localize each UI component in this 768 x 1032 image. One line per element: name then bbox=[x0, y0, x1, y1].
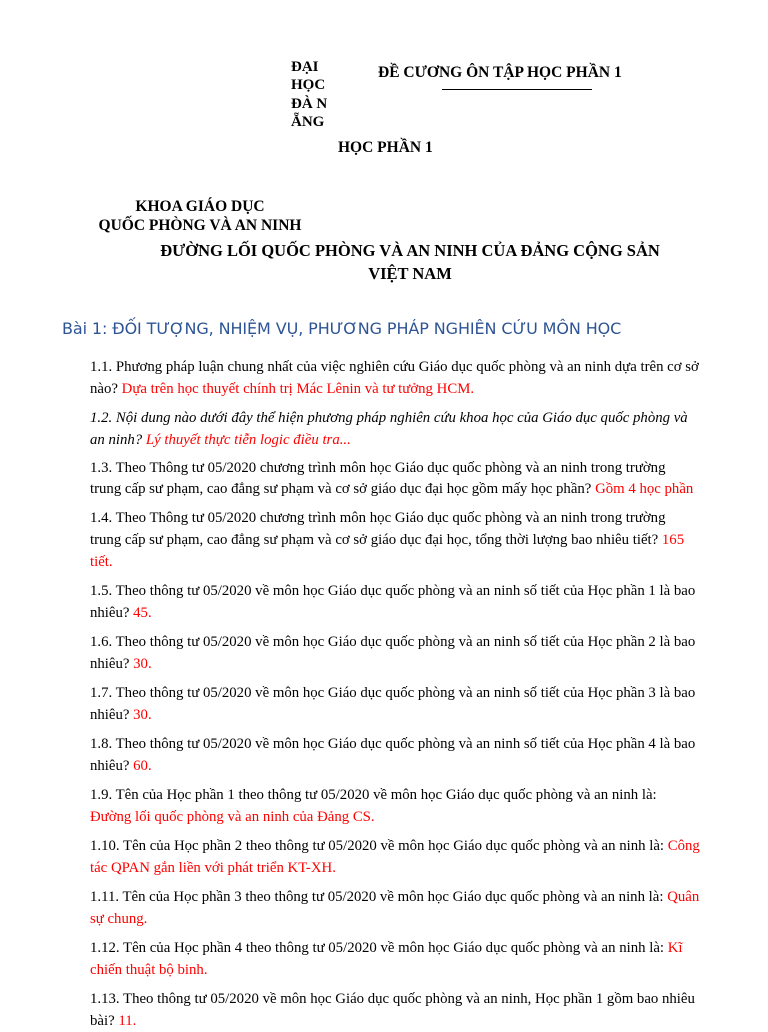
question-text: 1.1. Phương pháp luận chung nhất của việc nghiên cứu Giáo dục quốc phòng và an ninh dựa trên cơ sở nào? bbox=[90, 359, 699, 397]
answer-text: Quân sự chung. bbox=[90, 889, 700, 927]
question-item bbox=[90, 682, 700, 726]
question-text: 1.13. Theo thông tư 05/2020 về môn học Giáo dục quốc phòng và an ninh, Học phần 1 gồm bao nhiêu bài? bbox=[90, 991, 695, 1029]
answer-text: 30. bbox=[133, 656, 152, 672]
question-list bbox=[90, 356, 700, 1032]
question-item bbox=[90, 835, 700, 879]
answer-text: Lý thuyết thực tiễn logic điều tra... bbox=[145, 432, 351, 448]
question-text: 1.12. Tên của Học phần 4 theo thông tư 05/2020 về môn học Giáo dục quốc phòng và an ninh là: bbox=[90, 940, 665, 956]
question-item bbox=[90, 784, 700, 828]
answer-text: Kĩ chiến thuật bộ binh. bbox=[90, 940, 683, 978]
answer-text: 11. bbox=[118, 1013, 137, 1029]
answer-text: Công tác QPAN gắn liền với phát triển KT-XH. bbox=[90, 838, 700, 876]
answer-text: Dựa trên học thuyết chính trị Mác Lênin và tư tưởng HCM. bbox=[121, 381, 475, 397]
question-item bbox=[90, 733, 700, 777]
question-item bbox=[90, 937, 700, 981]
question-text: 1.4. Theo Thông tư 05/2020 chương trình môn học Giáo dục quốc phòng và an ninh trong trường trung cấp sư phạm, cao đẳng sư phạm và cơ sở giáo dục đại học, tổng thời lượng bao nhiêu tiết? bbox=[90, 510, 666, 548]
question-text: 1.8. Theo thông tư 05/2020 về môn học Giáo dục quốc phòng và an ninh số tiết của Học phần 4 là bao nhiêu? bbox=[90, 736, 696, 774]
question-text: 1.2. Nội dung nào dưới đây thể hiện phương pháp nghiên cứu khoa học của Giáo dục quốc phòng và an ninh? bbox=[90, 410, 688, 448]
title-underline bbox=[442, 89, 592, 90]
answer-text: 45. bbox=[133, 605, 152, 621]
question-item bbox=[90, 631, 700, 675]
answer-text: 165 tiết. bbox=[90, 532, 685, 570]
question-item bbox=[90, 507, 700, 573]
faculty-name-line1: KHOA GIÁO DỤC bbox=[135, 198, 265, 215]
answer-text: Đường lối quốc phòng và an ninh của Đảng CS. bbox=[90, 809, 375, 825]
university-name-vertical: ĐẠI HỌC ĐÀ NẴNG bbox=[291, 59, 328, 130]
section-heading: Bài 1: ĐỐI TƯỢNG, NHIỆM VỤ, PHƯƠNG PHÁP NGHIÊN CỨU MÔN HỌC bbox=[62, 319, 622, 338]
faculty-name bbox=[80, 197, 320, 235]
question-text: 1.6. Theo thông tư 05/2020 về môn học Giáo dục quốc phòng và an ninh số tiết của Học phần 2 là bao nhiêu? bbox=[90, 634, 696, 672]
faculty-name-line2: QUỐC PHÒNG VÀ AN NINH bbox=[98, 217, 302, 234]
course-module-label: HỌC PHẦN 1 bbox=[338, 139, 433, 156]
question-text: 1.3. Theo Thông tư 05/2020 chương trình môn học Giáo dục quốc phòng và an ninh trong trường trung cấp sư phạm, cao đẳng sư phạm và cơ sở giáo dục đại học gồm mấy học phần? bbox=[90, 460, 666, 497]
question-text: 1.10. Tên của Học phần 2 theo thông tư 05/2020 về môn học Giáo dục quốc phòng và an ninh là: bbox=[90, 838, 665, 854]
course-title: ĐƯỜNG LỐI QUỐC PHÒNG VÀ AN NINH CỦA ĐẢNG CỘNG SẢN VIỆT NAM bbox=[160, 241, 660, 283]
question-text: 1.9. Tên của Học phần 1 theo thông tư 05/2020 về môn học Giáo dục quốc phòng và an ninh là: bbox=[90, 787, 657, 803]
question-text: 1.7. Theo thông tư 05/2020 về môn học Giáo dục quốc phòng và an ninh số tiết của Học phần 3 là bao nhiêu? bbox=[90, 685, 696, 723]
question-item bbox=[90, 580, 700, 624]
question-item bbox=[90, 988, 700, 1032]
question-item bbox=[90, 886, 700, 930]
answer-text: Gồm 4 học phần bbox=[595, 481, 694, 497]
question-text: 1.5. Theo thông tư 05/2020 về môn học Giáo dục quốc phòng và an ninh số tiết của Học phần 1 là bao nhiêu? bbox=[90, 583, 696, 621]
answer-text: 30. bbox=[133, 707, 152, 723]
answer-text: 60. bbox=[133, 758, 152, 774]
question-text: 1.11. Tên của Học phần 3 theo thông tư 05/2020 về môn học Giáo dục quốc phòng và an ninh là: bbox=[90, 889, 664, 905]
question-item bbox=[90, 458, 700, 500]
document-title: ĐỀ CƯƠNG ÔN TẬP HỌC PHẦN 1 bbox=[378, 64, 622, 81]
question-item bbox=[90, 356, 700, 400]
question-item bbox=[90, 407, 700, 451]
